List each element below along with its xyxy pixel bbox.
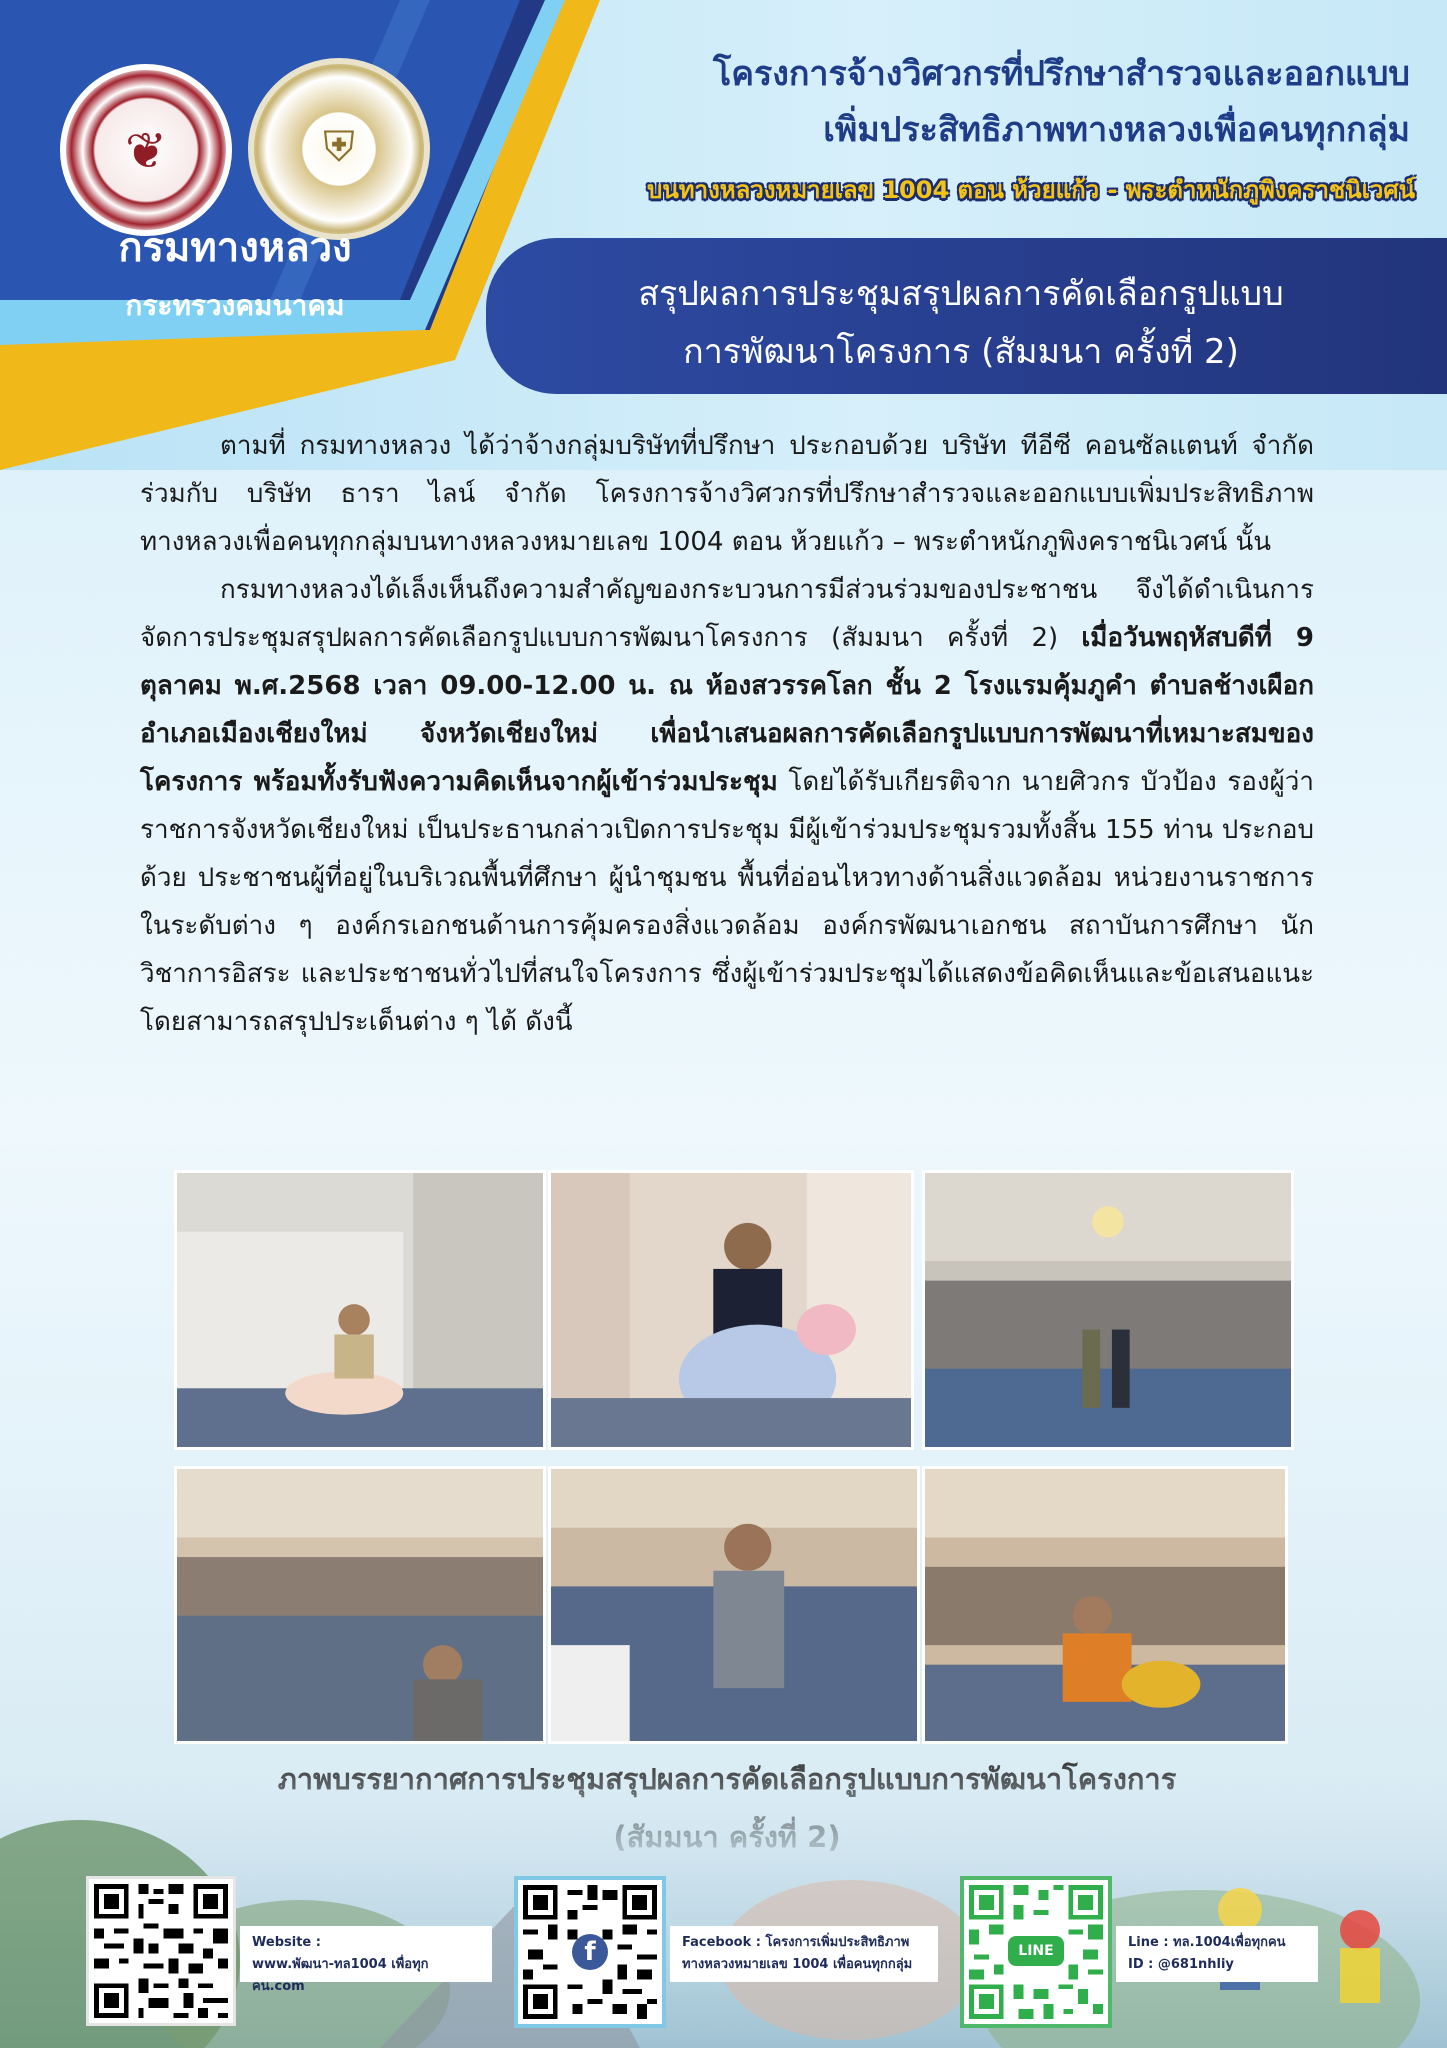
body-text bbox=[140, 422, 1314, 1046]
document-title-banner bbox=[486, 238, 1436, 394]
route-subtitle: บนทางหลวงหมายเลข 1004 ตอน ห้วยแก้ว - พระตำหนักภูพิงคราชนิเวศน์ bbox=[647, 176, 1415, 204]
paragraph-2-bold: เมื่อวันพฤหัสบดีที่ 9 ตุลาคม พ.ศ.2568 เวลา 09.00-12.00 น. ณ ห้องสวรรคโลก ชั้น 2 โรงแรมคุ้มภูคำ ตำบลช้างเผือก อำเภอเมืองเชียงใหม่ จังหวัดเชียงใหม่ เพื่อนำเสนอผลการคัดเลือกรูปแบบการพัฒนาที่เหมาะสมของโครงการ พร้อมทั้งรับฟังความคิดเห็นจากผู้เข้าร่วมประชุม bbox=[140, 623, 1315, 797]
highway-department-logo bbox=[60, 64, 232, 236]
photo-group-audience bbox=[922, 1170, 1294, 1450]
line-qr-code[interactable] bbox=[960, 1876, 1112, 2028]
photo-presenter-podium bbox=[548, 1170, 914, 1450]
photo-chairman-speech bbox=[174, 1170, 546, 1450]
garuda-emblem-icon: ❦ bbox=[125, 122, 167, 180]
document-title-line-1: สรุปผลการประชุมสรุปผลการคัดเลือกรูปแบบ bbox=[638, 274, 1284, 314]
paragraph-1-text: ตามที่ กรมทางหลวง ได้ว่าจ้างกลุ่มบริษัทที่ปรึกษา ประกอบด้วย บริษัท ทีอีซี คอนซัลแตนท์ จำกัด ร่วมกับ บริษัท ธารา ไลน์ จำกัด โครงการจ้างวิศวกรที่ปรึกษาสำรวจและออกแบบเพิ่มประสิทธิภาพทางหลวงเพื่อคนทุกกลุ่มบนทางหลวงหมายเลข 1004 ตอน ห้วยแก้ว – พระตำหนักภูพิงคราชนิเวศน์ นั้น bbox=[140, 431, 1314, 557]
ministry-seal-logo bbox=[248, 58, 430, 240]
project-title-line-1: โครงการจ้างวิศวกรที่ปรึกษาสำรวจและออกแบบ bbox=[712, 54, 1410, 94]
facebook-icon: f bbox=[572, 1934, 608, 1970]
facebook-page-name-2: ทางหลวงหมายเลข 1004 เพื่อคนทุกกลุ่ม bbox=[682, 1957, 913, 1972]
department-name: กรมทางหลวง bbox=[118, 225, 352, 271]
crest-emblem-icon: ⛨ bbox=[323, 122, 355, 171]
paragraph-2-rest: โดยได้รับเกียรติจาก นายศิวกร บัวป้อง รองผู้ว่าราชการจังหวัดเชียงใหม่ เป็นประธานกล่าวเปิดการประชุม มีผู้เข้าร่วมประชุมรวมทั้งสิ้น 155 ท่าน ประกอบด้วย ประชาชนผู้ที่อยู่ในบริเวณพื้นที่ศึกษา ผู้นำชุมชน พื้นที่อ่อนไหวทางด้านสิ่งแวดล้อม หน่วยงานราชการในระดับต่าง ๆ องค์กรเอกชนด้านการคุ้มครองสิ่งแวดล้อม องค์กรพัฒนาเอกชน สถาบันการศึกษา นักวิชาการอิสระ และประชาชนทั่วไปที่สนใจโครงการ ซึ่งผู้เข้าร่วมประชุมได้แสดงข้อคิดเห็นและข้อเสนอแนะ โดยสามารถสรุปประเด็นต่าง ๆ ได้ ดังนี้ bbox=[140, 767, 1314, 1037]
document-title-line-2: การพัฒนาโครงการ (สัมมนา ครั้งที่ 2) bbox=[683, 332, 1239, 372]
paragraph-2-intro: กรมทางหลวงได้เล็งเห็นถึงความสำคัญของกระบวนการมีส่วนร่วมของประชาชน จึงได้ดำเนินการจัดการประชุมสรุปผลการคัดเลือกรูปแบบการพัฒนาโครงการ (สัมมนา ครั้งที่ 2) bbox=[140, 575, 1314, 653]
website-info-box bbox=[240, 1926, 492, 1994]
paragraph-1 bbox=[140, 422, 1314, 566]
photo-attendee-speaking bbox=[548, 1466, 920, 1744]
website-url[interactable]: www.พัฒนา-ทล1004 เพื่อทุกคน.com bbox=[252, 1957, 429, 1994]
facebook-page-name[interactable]: Facebook : โครงการเพิ่มประสิทธิภาพ bbox=[682, 1935, 910, 1950]
website-label: Website : bbox=[252, 1935, 321, 1950]
line-app-icon: LINE bbox=[1008, 1936, 1064, 1966]
paragraph-2 bbox=[140, 566, 1314, 1046]
website-qr-code[interactable] bbox=[86, 1876, 236, 2026]
photo-attendees-writing bbox=[174, 1466, 546, 1744]
line-info-box bbox=[1116, 1926, 1318, 1982]
photo-monk-speaking bbox=[922, 1466, 1288, 1744]
facebook-info-box bbox=[670, 1926, 938, 1982]
project-title-line-2: เพิ่มประสิทธิภาพทางหลวงเพื่อคนทุกกลุ่ม bbox=[823, 110, 1410, 150]
ministry-name: กระทรวงคมนาคม bbox=[125, 289, 345, 322]
line-account-name[interactable]: Line : ทล.1004เพื่อทุกคน bbox=[1128, 1935, 1286, 1950]
facebook-qr-code[interactable] bbox=[514, 1876, 666, 2028]
line-id: ID : @681nhliy bbox=[1128, 1957, 1234, 1972]
